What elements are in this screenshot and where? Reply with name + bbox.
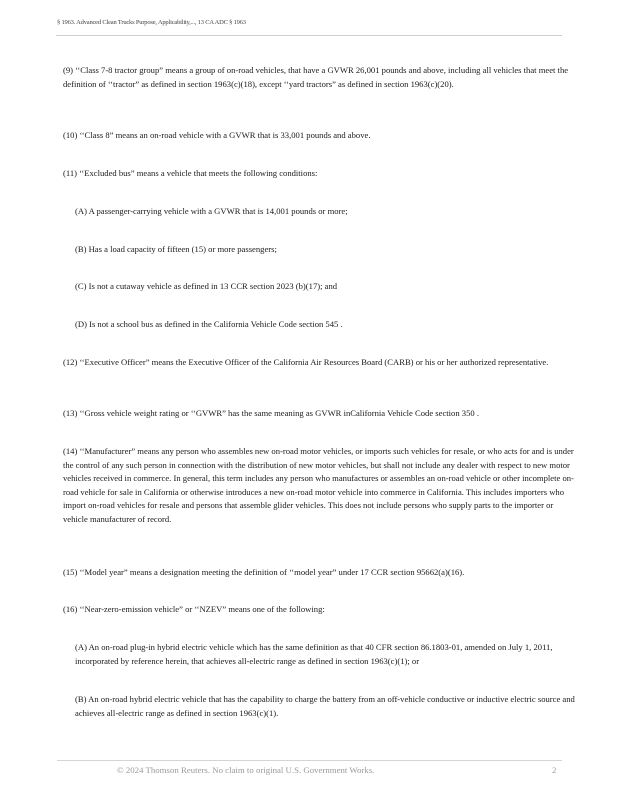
definition-9-class-7-8-tractor-group: (9) ‘‘Class 7-8 tractor group” means a group of on-road vehicles, that have a GVWR 26,001 pounds and above, including all vehicles that meet the definition of ‘‘tractor” as defined in section 1963(c)(18), except ‘‘yard tractors” as defined in section 1963(c)(20). [63, 65, 569, 89]
definition-16-option-b: (B) An on-road hybrid electric vehicle that has the capability to charge the battery from an off-vehicle conductive or inductive electric source and achieves all-electric range as defined in section 1963(c)(1). [75, 694, 575, 718]
definition-11-condition-c: (C) Is not a cutaway vehicle as defined in 13 CCR section 2023 (b)(17); and [75, 281, 338, 291]
page-number: 2 [552, 765, 557, 775]
definition-16-nzev: (16) ‘‘Near-zero-emission vehicle” or ‘‘NZEV” means one of the following: [63, 604, 325, 614]
definition-16-option-a: (A) An on-road plug-in hybrid electric vehicle which has the same definition as that 40 CFR section 86.1803-01, amended on July 1, 2011, incorporated by reference herein, that achieves all-electric range as defined in section 1963(c)(1); or [75, 642, 553, 666]
footer-divider [57, 760, 562, 761]
definition-11-excluded-bus: (11) ‘‘Excluded bus” means a vehicle that meets the following conditions: [63, 168, 318, 178]
definition-14-manufacturer: (14) ‘‘Manufacturer” means any person who assembles new on-road motor vehicles, or imports such vehicles for resale, or who acts for and is under the control of any such person in connection with the distribution of new motor vehicles, but shall not include any dealer with respect to new motor vehicles received in commerce. In general, this term includes any person who manufactures or assembles an on-road vehicle or other incomplete on-road vehicle for sale in California or otherwise introduces a new on-road motor vehicle into commerce in California. This includes importers who import on-road vehicles for resale and persons that assemble glider vehicles. This does not include persons who supply parts to the importer or vehicle manufacturer of record. [63, 446, 574, 524]
header-divider [56, 35, 562, 36]
footer-copyright: © 2024 Thomson Reuters. No claim to original U.S. Government Works. [117, 765, 375, 775]
definition-11-condition-d: (D) Is not a school bus as defined in the California Vehicle Code section 545 . [75, 319, 343, 329]
definition-11-condition-a: (A) A passenger-carrying vehicle with a GVWR that is 14,001 pounds or more; [75, 206, 348, 216]
definition-13-gvwr: (13) ‘‘Gross vehicle weight rating or ‘‘GVWR” has the same meaning as GVWR inCalifornia Vehicle Code section 350 . [63, 408, 479, 418]
definition-12-executive-officer: (12) ‘‘Executive Officer” means the Executive Officer of the California Air Resources Board (CARB) or his or her authorized representative. [63, 357, 549, 367]
definition-15-model-year: (15) ‘‘Model year” means a designation meeting the definition of ‘‘model year” under 17 CCR section 95662(a)(16). [63, 567, 465, 577]
running-header-citation: § 1963. Advanced Clean Trucks Purpose, Applicability,..., 13 CA ADC § 1963 [57, 19, 246, 26]
definition-11-condition-b: (B) Has a load capacity of fifteen (15) or more passengers; [75, 244, 277, 254]
definition-10-class-8: (10) ‘‘Class 8” means an on-road vehicle with a GVWR that is 33,001 pounds and above. [63, 130, 371, 140]
